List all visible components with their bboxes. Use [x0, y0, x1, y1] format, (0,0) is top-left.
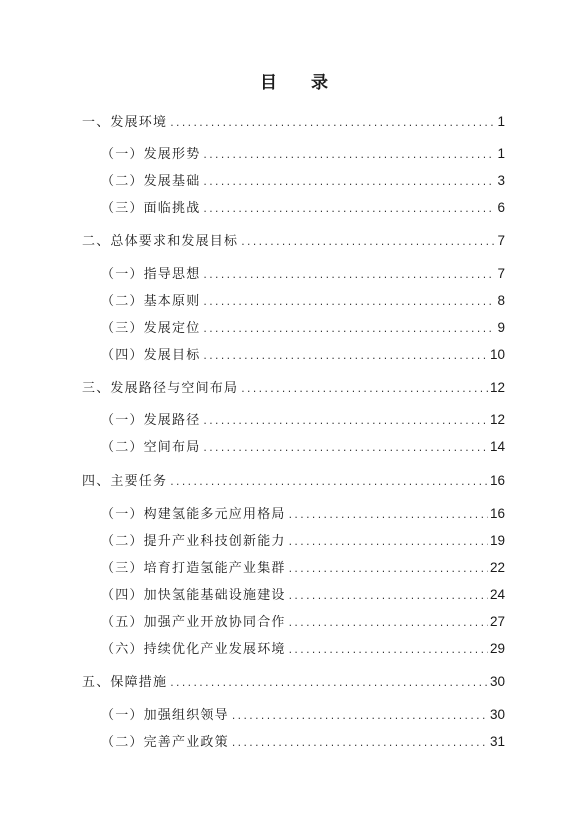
dot-leader	[231, 709, 488, 725]
dot-leader	[288, 589, 488, 605]
toc-entry-label: （二）提升产业科技创新能力	[101, 534, 286, 549]
toc-entry-label: （一）发展形势	[101, 147, 201, 162]
toc-entry[interactable]	[101, 173, 505, 191]
dot-leader	[202, 441, 488, 457]
dot-leader	[202, 148, 495, 164]
toc-entry-page: 30	[489, 674, 505, 689]
dot-leader	[169, 475, 488, 491]
toc-entry[interactable]	[101, 439, 505, 457]
dot-leader	[202, 322, 495, 338]
toc-entry-label: （二）发展基础	[101, 174, 201, 189]
toc-entry-label: （二）基本原则	[101, 294, 201, 309]
dot-leader	[288, 535, 488, 551]
dot-leader	[240, 235, 495, 251]
toc-entry-page: 6	[497, 200, 505, 215]
dot-leader	[202, 175, 495, 191]
dot-leader	[240, 382, 488, 398]
toc-entry[interactable]	[101, 320, 505, 338]
toc-entry-label: （五）加强产业开放协同合作	[101, 615, 286, 630]
toc-entry-label: 二、总体要求和发展目标	[82, 234, 239, 249]
toc-entry-page: 7	[497, 233, 505, 248]
toc-entry[interactable]	[82, 380, 505, 398]
dot-leader	[202, 295, 495, 311]
toc-entry-page: 1	[497, 114, 505, 129]
toc-entry-page: 7	[497, 266, 505, 281]
toc-entry-label: （三）面临挑战	[101, 201, 201, 216]
toc-entry-page: 9	[497, 320, 505, 335]
dot-leader	[288, 643, 488, 659]
toc-entry[interactable]	[101, 707, 505, 725]
toc-entry[interactable]	[101, 506, 505, 524]
toc-entry[interactable]	[101, 412, 505, 430]
toc-entry-page: 29	[489, 641, 505, 656]
toc-entry-page: 14	[489, 439, 505, 454]
toc-entry-label: （六）持续优化产业发展环境	[101, 642, 286, 657]
toc-entry[interactable]	[101, 347, 505, 365]
toc-entry-label: 四、主要任务	[82, 474, 168, 489]
toc-entry-label: （三）培育打造氢能产业集群	[101, 561, 286, 576]
toc-entry[interactable]	[101, 533, 505, 551]
toc-entry-label: （四）发展目标	[101, 348, 201, 363]
toc-entry[interactable]	[82, 233, 505, 251]
toc-title: 目 录	[260, 73, 342, 93]
toc-entry-page: 12	[489, 412, 505, 427]
dot-leader	[231, 736, 488, 752]
toc-entry[interactable]	[82, 674, 505, 692]
dot-leader	[169, 116, 495, 132]
dot-leader	[288, 562, 488, 578]
toc-entry-page: 19	[489, 533, 505, 548]
toc-entry[interactable]	[101, 614, 505, 632]
dot-leader	[288, 616, 488, 632]
toc-entry[interactable]	[101, 266, 505, 284]
toc-entry[interactable]	[101, 560, 505, 578]
toc-entry-page: 10	[489, 347, 505, 362]
dot-leader	[202, 268, 495, 284]
toc-entry-label: 一、发展环境	[82, 115, 168, 130]
toc-entry[interactable]	[101, 734, 505, 752]
toc-entry-label: （一）构建氢能多元应用格局	[101, 507, 286, 522]
toc-entry-label: 五、保障措施	[82, 675, 168, 690]
toc-entry-label: （一）加强组织领导	[101, 708, 229, 723]
toc-entry-page: 1	[497, 146, 505, 161]
toc-entry-label: （二）完善产业政策	[101, 735, 229, 750]
toc-entry-page: 30	[489, 707, 505, 722]
toc-entry-label: （二）空间布局	[101, 440, 201, 455]
toc-entry-label: （一）发展路径	[101, 413, 201, 428]
toc-entry-label: （一）指导思想	[101, 267, 201, 282]
toc-entry-page: 31	[489, 734, 505, 749]
toc-entry-page: 24	[489, 587, 505, 602]
toc-entry-page: 8	[497, 293, 505, 308]
toc-entry-label: （四）加快氢能基础设施建设	[101, 588, 286, 603]
toc-entry[interactable]	[101, 146, 505, 164]
toc-entry-label: （三）发展定位	[101, 321, 201, 336]
toc-entry-label: 三、发展路径与空间布局	[82, 381, 239, 396]
toc-entry[interactable]	[82, 473, 505, 491]
toc-entry[interactable]	[101, 200, 505, 218]
toc-entry[interactable]	[101, 641, 505, 659]
toc-entry-page: 22	[489, 560, 505, 575]
toc-entry[interactable]	[101, 587, 505, 605]
dot-leader	[202, 349, 488, 365]
toc-entry[interactable]	[82, 114, 505, 132]
dot-leader	[169, 676, 488, 692]
toc-entry[interactable]	[101, 293, 505, 311]
toc-entry-page: 3	[497, 173, 505, 188]
dot-leader	[202, 202, 495, 218]
dot-leader	[202, 414, 488, 430]
toc-entry-page: 27	[489, 614, 505, 629]
toc-entry-page: 16	[489, 506, 505, 521]
dot-leader	[288, 508, 488, 524]
toc-entry-page: 12	[489, 380, 505, 395]
toc-entry-page: 16	[489, 473, 505, 488]
